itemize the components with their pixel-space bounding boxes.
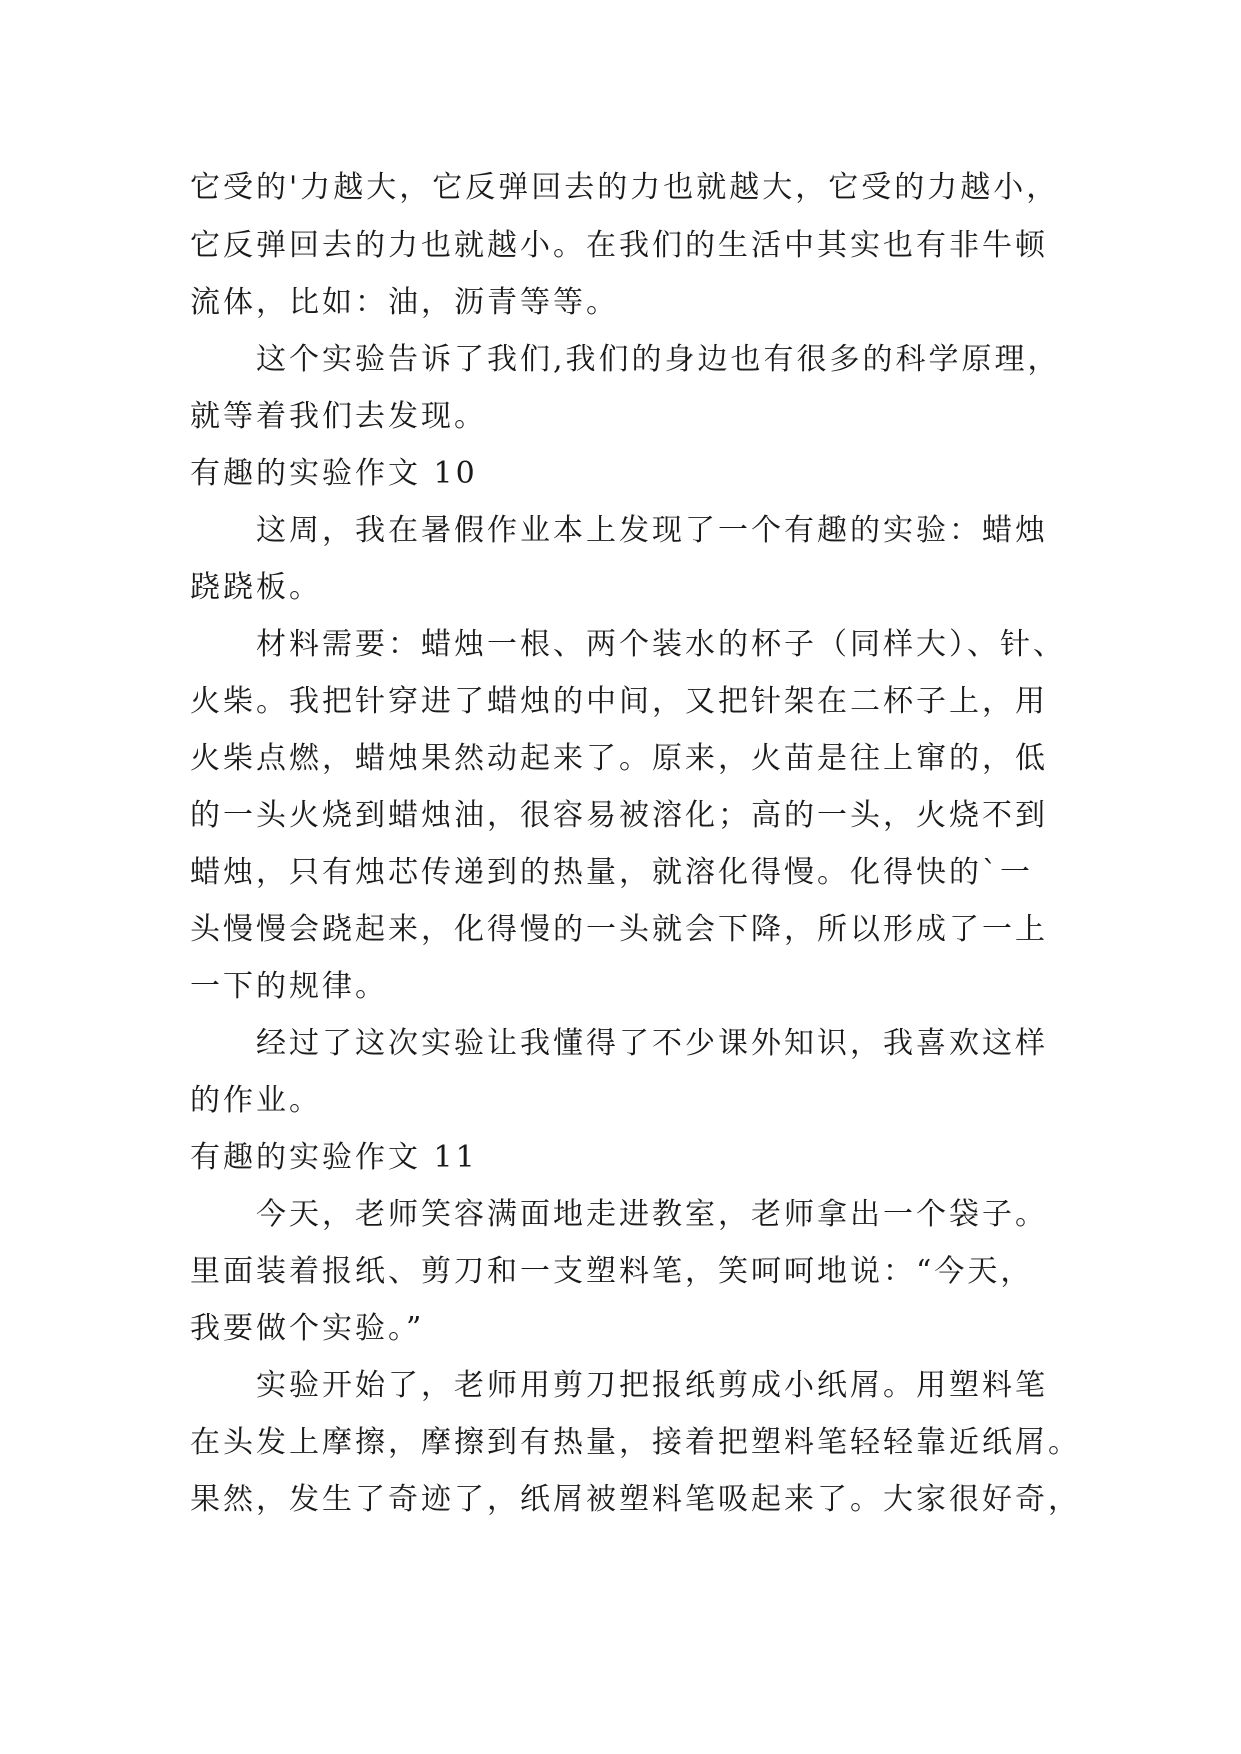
paragraph-line: 实验开始了，老师用剪刀把报纸剪成小纸屑。用塑料笔: [256, 1368, 1048, 1403]
paragraph-line: 蜡烛，只有烛芯传递到的热量，就溶化得慢。化得快的`一: [190, 855, 1033, 890]
paragraph-line: 我要做个实验。”: [190, 1311, 425, 1346]
paragraph-line: 材料需要：蜡烛一根、两个装水的杯子（同样大）、针、: [256, 627, 1066, 662]
section-heading: 有趣的实验作文 10: [190, 456, 478, 491]
paragraph-line: 它反弹回去的力也就越小。在我们的生活中其实也有非牛顿: [190, 228, 1048, 263]
paragraph-line: 流体，比如：油，沥青等等。: [190, 285, 619, 320]
paragraph-line: 头慢慢会跷起来，化得慢的一头就会下降，所以形成了一上: [190, 912, 1048, 947]
paragraph-line: 就等着我们去发现。: [190, 399, 487, 434]
paragraph-line: 的作业。: [190, 1083, 322, 1118]
paragraph-line: 里面装着报纸、剪刀和一支塑料笔，笑呵呵地说：“今天，: [190, 1254, 1034, 1289]
paragraph-line: 经过了这次实验让我懂得了不少课外知识，我喜欢这样: [256, 1026, 1048, 1061]
section-heading: 有趣的实验作文 11: [190, 1140, 478, 1175]
paragraph-line: 果然，发生了奇迹了，纸屑被塑料笔吸起来了。大家很好奇，: [190, 1482, 1081, 1517]
paragraph-line: 火柴。我把针穿进了蜡烛的中间，又把针架在二杯子上，用: [190, 684, 1048, 719]
paragraph-line: 的一头火烧到蜡烛油，很容易被溶化；高的一头，火烧不到: [190, 798, 1048, 833]
paragraph-line: 跷跷板。: [190, 570, 322, 605]
paragraph-line: 它受的'力越大，它反弹回去的力也就越大，它受的力越小，: [190, 170, 1060, 205]
paragraph-line: 这周，我在暑假作业本上发现了一个有趣的实验：蜡烛: [256, 513, 1048, 548]
paragraph-line: 一下的规律。: [190, 969, 388, 1004]
paragraph-line: 今天，老师笑容满面地走进教室，老师拿出一个袋子。: [256, 1197, 1048, 1232]
paragraph-line: 在头发上摩擦，摩擦到有热量，接着把塑料笔轻轻靠近纸屑。: [190, 1425, 1081, 1460]
paragraph-line: 火柴点燃，蜡烛果然动起来了。原来，火苗是往上窜的，低: [190, 741, 1048, 776]
paragraph-line: 这个实验告诉了我们,我们的身边也有很多的科学原理，: [256, 342, 1061, 377]
